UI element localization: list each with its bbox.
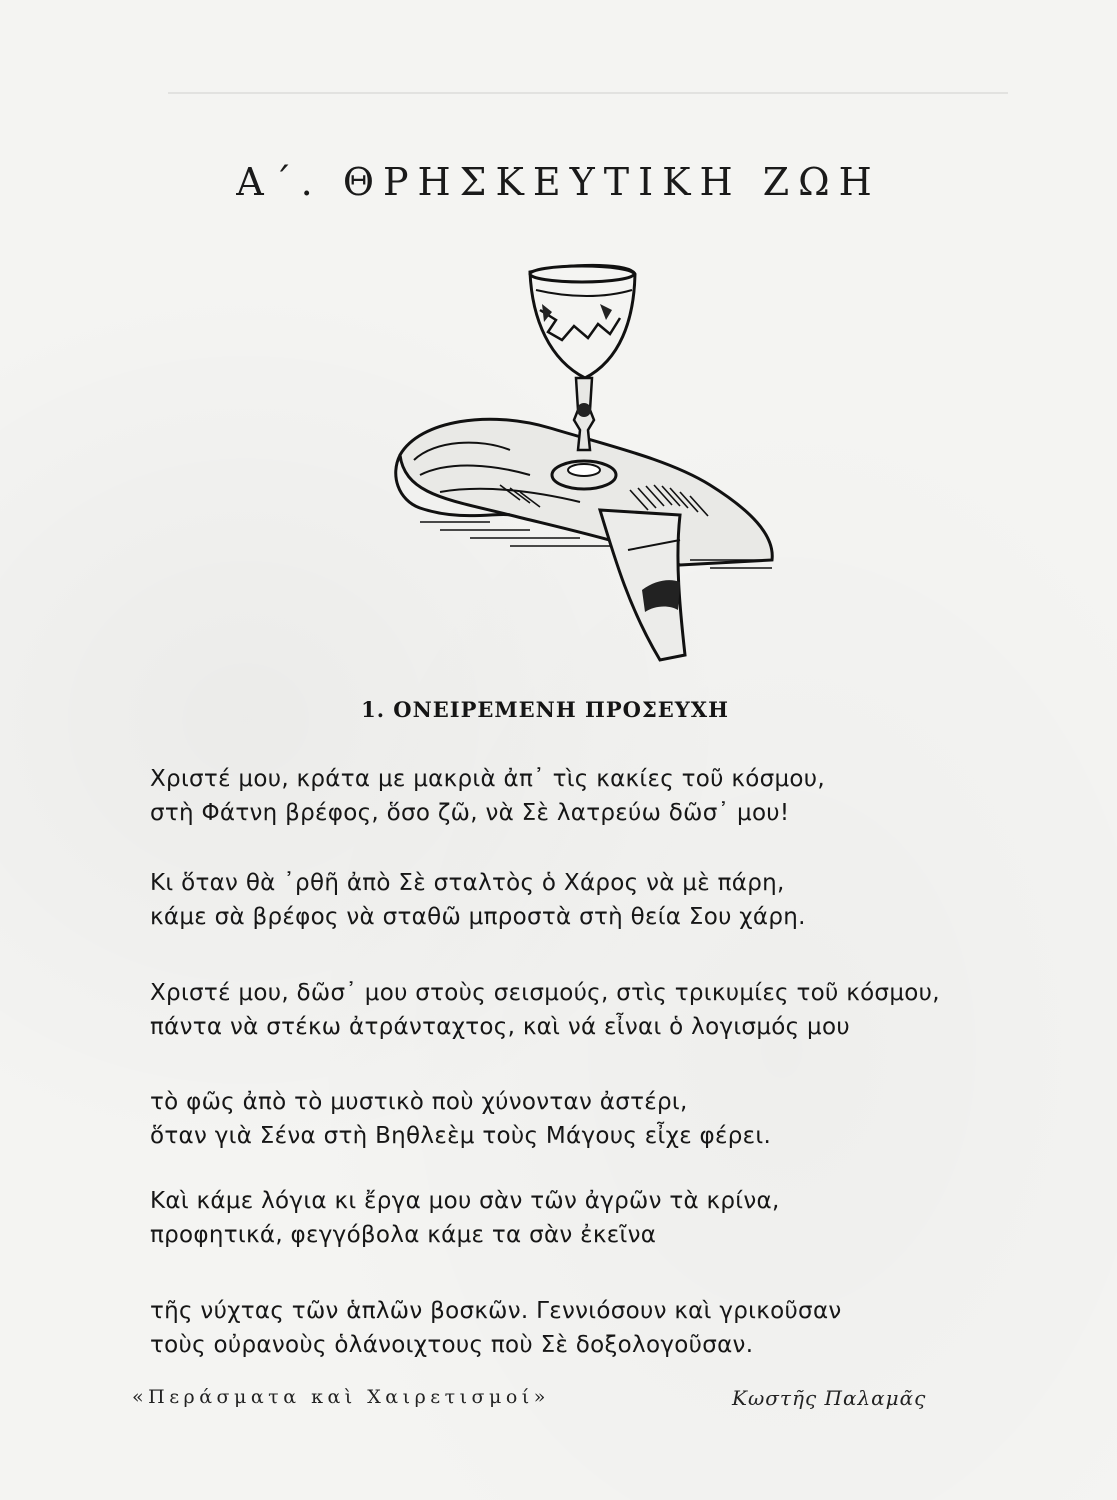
stanza-4 bbox=[150, 1085, 1010, 1153]
poem-author: Κωστῆς Παλαμᾶς bbox=[732, 1386, 927, 1410]
poem-title: 1. ΟΝΕΙΡΕΜΕΝΗ ΠΡΟΣΕΥΧΗ bbox=[361, 697, 729, 722]
stanza-2 bbox=[150, 866, 1010, 934]
section-title: Α΄. ΘΡΗΣΚΕΥΤΙΚΗ ΖΩΗ bbox=[236, 160, 881, 204]
poem-line: τῆς νύχτας τῶν ἁπλῶν βοσκῶν. Γεννιόσουν καὶ γρικοῦσαν bbox=[150, 1298, 842, 1324]
poem-line: Κι ὅταν θὰ ᾽ρθῆ ἀπὸ Σὲ σταλτὸς ὁ Χάρος νὰ μὲ πάρη, bbox=[150, 870, 785, 896]
poem-line: τοὺς οὐρανοὺς ὁλάνοιχτους ποὺ Σὲ δοξολογοῦσαν. bbox=[150, 1332, 754, 1358]
bleed-through-rule bbox=[168, 92, 1008, 102]
poem-line: προφητικά, φεγγόβολα κάμε τα σὰν ἐκεῖνα bbox=[150, 1222, 657, 1248]
poem-line: Χριστέ μου, δῶσ᾽ μου στοὺς σεισμούς, στὶς τρικυμίες τοῦ κόσμου, bbox=[150, 980, 940, 1006]
stanza-6 bbox=[150, 1294, 1010, 1362]
poem-line: τὸ φῶς ἀπὸ τὸ μυστικὸ ποὺ χύνονταν ἀστέρι, bbox=[150, 1089, 688, 1115]
poem-line: κάμε σὰ βρέφος νὰ σταθῶ μπροστὰ στὴ θεία Σου χάρη. bbox=[150, 904, 806, 930]
poem-line: πάντα νὰ στέκω ἀτράνταχτος, καὶ νά εἶναι ὁ λογισμός μου bbox=[150, 1014, 850, 1040]
stanza-1 bbox=[150, 762, 1010, 830]
poem-line: Καὶ κάμε λόγια κι ἔργα μου σὰν τῶν ἀγρῶν τὰ κρίνα, bbox=[150, 1188, 780, 1214]
poem-source: «Περάσματα καὶ Χαιρετισμοί» bbox=[132, 1386, 550, 1408]
poem-line: στὴ Φάτνη βρέφος, ὅσο ζῶ, νὰ Σὲ λατρεύω δῶσ᾽ μου! bbox=[150, 800, 790, 826]
poem-line: Χριστέ μου, κράτα με μακριὰ ἀπ᾽ τὶς κακίες τοῦ κόσμου, bbox=[150, 766, 825, 792]
stanza-3 bbox=[150, 976, 1010, 1044]
chalice-on-cloth-icon bbox=[380, 260, 780, 670]
stanza-5 bbox=[150, 1184, 1010, 1252]
poem-line: ὅταν γιὰ Σένα στὴ Βηθλεὲμ τοὺς Μάγους εἶχε φέρει. bbox=[150, 1123, 772, 1149]
